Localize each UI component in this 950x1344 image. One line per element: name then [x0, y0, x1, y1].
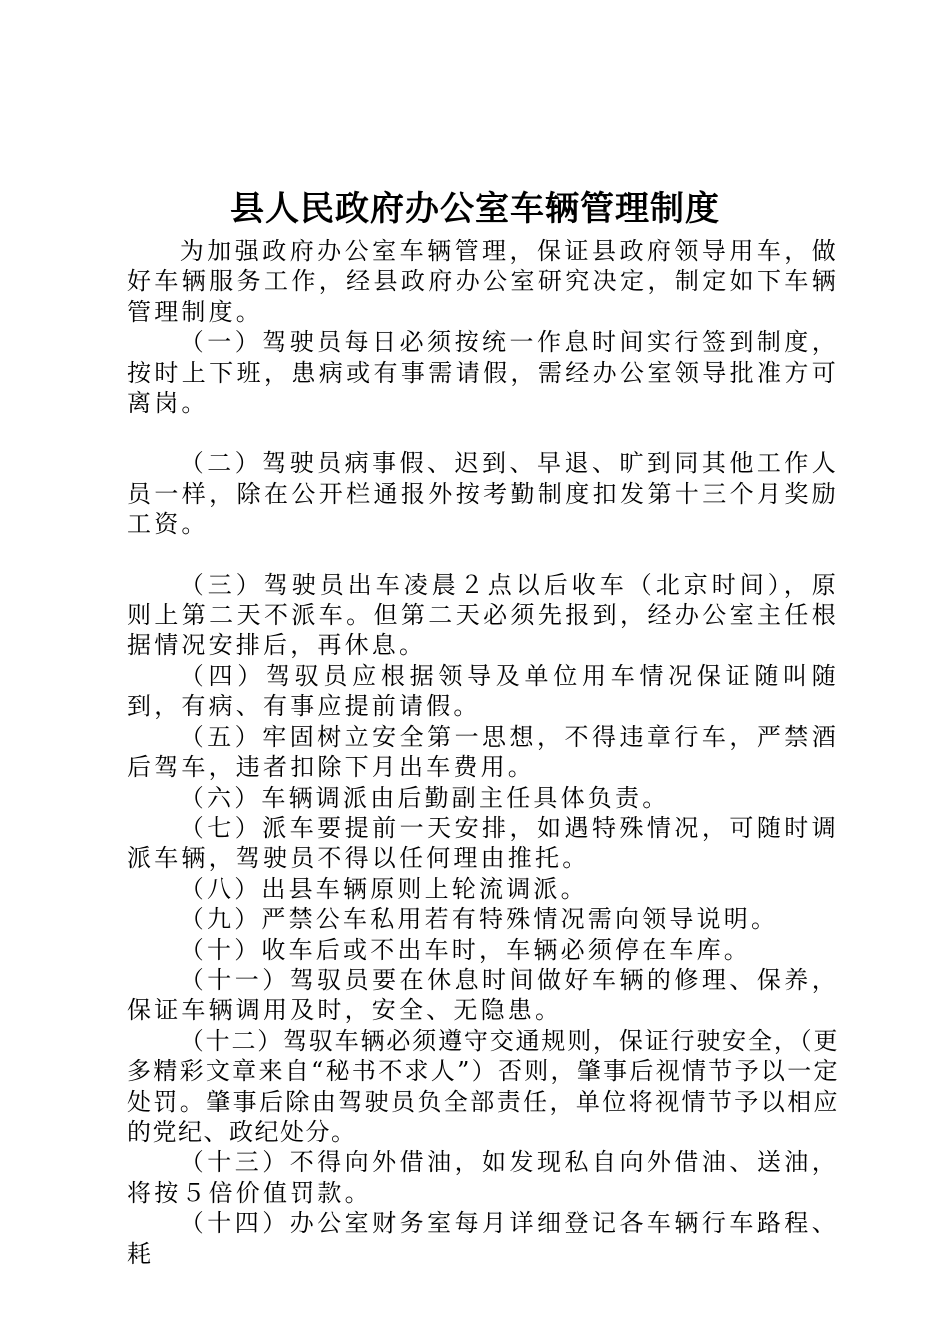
clause-14: （十四）办公室财务室每月详细登记各车辆行车路程、耗 [127, 1209, 839, 1268]
clause-3: （三）驾驶员出车凌晨２点以后收车（北京时间），原则上第二天不派车。但第二天必须先报到，经办公室主任根据情况安排后，再休息。 [127, 570, 839, 660]
clause-1: （一）驾驶员每日必须按统一作息时间实行签到制度，按时上下班，患病或有事需请假，需经办公室领导批准方可离岗。 [127, 328, 839, 418]
clause-10: （十）收车后或不出车时，车辆必须停在车库。 [179, 935, 751, 964]
clause-13: （十三）不得向外借油，如发现私自向外借油、送油，将按５倍价值罚款。 [127, 1148, 839, 1207]
clause-8: （八）出县车辆原则上轮流调派。 [179, 874, 588, 903]
clause-9: （九）严禁公车私用若有特殊情况需向领导说明。 [179, 905, 779, 934]
clause-4: （四）驾驭员应根据领导及单位用车情况保证随叫随到，有病、有事应提前请假。 [127, 661, 839, 721]
document-body [127, 236, 839, 1269]
clause-12: （十二）驾驭车辆必须遵守交通规则，保证行驶安全，（更多精彩文章来自“秘书不求人”）否则，肇事后视情节予以一定处罚。肇事后除由驾驶员负全部责任，单位将视情节予以相应的党纪、政纪处分。 [127, 1026, 839, 1146]
clause-7: （七）派车要提前一天安排，如遇特殊情况，可随时调派车辆，驾驶员不得以任何理由推托。 [127, 813, 839, 873]
document-title: 县人民政府办公室车辆管理制度 [230, 189, 720, 229]
clause-2: （二）驾驶员病事假、迟到、早退、旷到同其他工作人员一样，除在公开栏通报外按考勤制度扣发第十三个月奖励工资。 [127, 449, 839, 539]
clause-11: （十一）驾驭员要在休息时间做好车辆的修理、保养，保证车辆调用及时，安全、无隐患。 [127, 965, 839, 1025]
intro-paragraph: 为加强政府办公室车辆管理，保证县政府领导用车，做好车辆服务工作，经县政府办公室研究决定，制定如下车辆管理制度。 [127, 237, 839, 326]
clause-5: （五）牢固树立安全第一思想，不得违章行车，严禁酒后驾车，违者扣除下月出车费用。 [127, 722, 839, 782]
clause-6: （六）车辆调派由后勤副主任具体负责。 [179, 783, 670, 812]
